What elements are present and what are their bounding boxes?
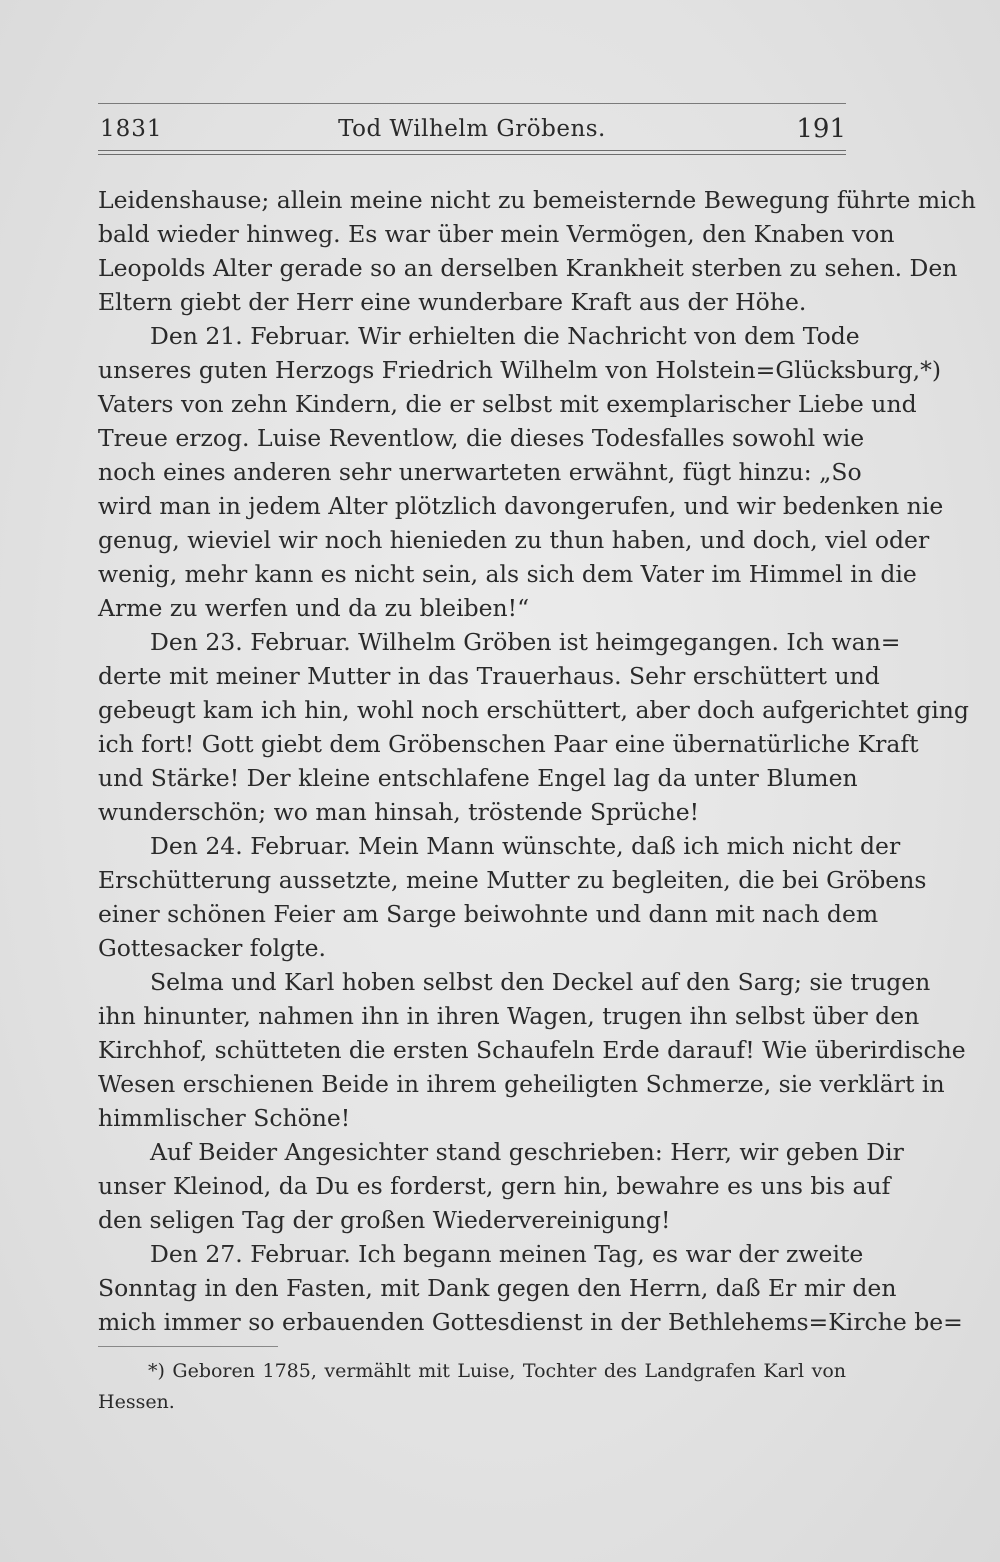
footnote <box>98 1356 846 1418</box>
header-title: Tod Wilhelm Gröbens. <box>338 116 606 142</box>
text-line: unser Kleinod, da Du es forderst, gern hin, bewahre es uns bis auf <box>98 1172 891 1200</box>
text-line: Den 24. Februar. Mein Mann wünschte, daß ich mich nicht der <box>150 832 901 860</box>
text-line: Den 27. Februar. Ich begann meinen Tag, es war der zweite <box>150 1240 864 1268</box>
text-line: derte mit meiner Mutter in das Trauerhaus. Sehr erschüttert und <box>98 662 880 690</box>
header-top-rule <box>98 103 846 104</box>
text-line: und Stärke! Der kleine entschlafene Engel lag da unter Blumen <box>98 764 858 792</box>
running-header <box>98 112 846 148</box>
text-line: Leidenshause; allein meine nicht zu bemeisternde Bewegung führte mich <box>98 186 976 214</box>
text-line: Selma und Karl hoben selbst den Deckel auf den Sarg; sie trugen <box>150 968 931 996</box>
text-line: ihn hinunter, nahmen ihn in ihren Wagen, trugen ihn selbst über den <box>98 1002 920 1030</box>
text-line: Eltern giebt der Herr eine wunderbare Kraft aus der Höhe. <box>98 288 807 316</box>
text-line: Den 21. Februar. Wir erhielten die Nachricht von dem Tode <box>150 322 860 350</box>
text-line: ich fort! Gott giebt dem Gröbenschen Paar eine übernatürliche Kraft <box>98 730 919 758</box>
text-line: Wesen erschienen Beide in ihrem geheiligten Schmerze, sie verklärt in <box>98 1070 945 1098</box>
text-line: bald wieder hinweg. Es war über mein Vermögen, den Knaben von <box>98 220 895 248</box>
footnote-rule <box>98 1346 278 1347</box>
text-line: Leopolds Alter gerade so an derselben Krankheit sterben zu sehen. Den <box>98 254 958 282</box>
text-line: noch eines anderen sehr unerwarteten erwähnt, fügt hinzu: „So <box>98 458 862 486</box>
text-line: wenig, mehr kann es nicht sein, als sich dem Vater im Himmel in die <box>98 560 917 588</box>
text-line: Erschütterung aussetzte, meine Mutter zu begleiten, die bei Gröbens <box>98 866 927 894</box>
text-line: Treue erzog. Luise Reventlow, die dieses Todesfalles sowohl wie <box>98 424 865 452</box>
text-line: Sonntag in den Fasten, mit Dank gegen den Herrn, daß Er mir den <box>98 1274 897 1302</box>
text-line: Den 23. Februar. Wilhelm Gröben ist heimgegangen. Ich wan= <box>150 628 901 656</box>
header-year: 1831 <box>100 116 163 142</box>
text-line: Vaters von zehn Kindern, die er selbst mit exemplarischer Liebe und <box>98 390 917 418</box>
text-line: Arme zu werfen und da zu bleiben!“ <box>98 594 530 622</box>
footnote-line: Hessen. <box>98 1391 175 1413</box>
text-line: unseres guten Herzogs Friedrich Wilhelm von Holstein=Glücksburg,*) <box>98 356 942 384</box>
text-line: genug, wieviel wir noch hienieden zu thun haben, und doch, viel oder <box>98 526 930 554</box>
text-line: mich immer so erbauenden Gottesdienst in der Bethlehems=Kirche be= <box>98 1308 963 1336</box>
text-line: den seligen Tag der großen Wiedervereinigung! <box>98 1206 671 1234</box>
text-line: Auf Beider Angesichter stand geschrieben: Herr, wir geben Dir <box>150 1138 904 1166</box>
body-text <box>98 183 976 1339</box>
footnote-line: *) Geboren 1785, vermählt mit Luise, Tochter des Landgrafen Karl von <box>148 1360 846 1382</box>
text-line: einer schönen Feier am Sarge beiwohnte und dann mit nach dem <box>98 900 879 928</box>
text-line: wunderschön; wo man hinsah, tröstende Sprüche! <box>98 798 700 826</box>
text-line: himmlischer Schöne! <box>98 1104 351 1132</box>
header-bottom-rule <box>98 150 846 155</box>
text-line: Kirchhof, schütteten die ersten Schaufeln Erde darauf! Wie überirdische <box>98 1036 966 1064</box>
text-line: Gottesacker folgte. <box>98 934 327 962</box>
text-line: gebeugt kam ich hin, wohl noch erschüttert, aber doch aufgerichtet ging <box>98 696 969 724</box>
text-line: wird man in jedem Alter plötzlich davongerufen, und wir bedenken nie <box>98 492 944 520</box>
page-number: 191 <box>796 114 846 144</box>
